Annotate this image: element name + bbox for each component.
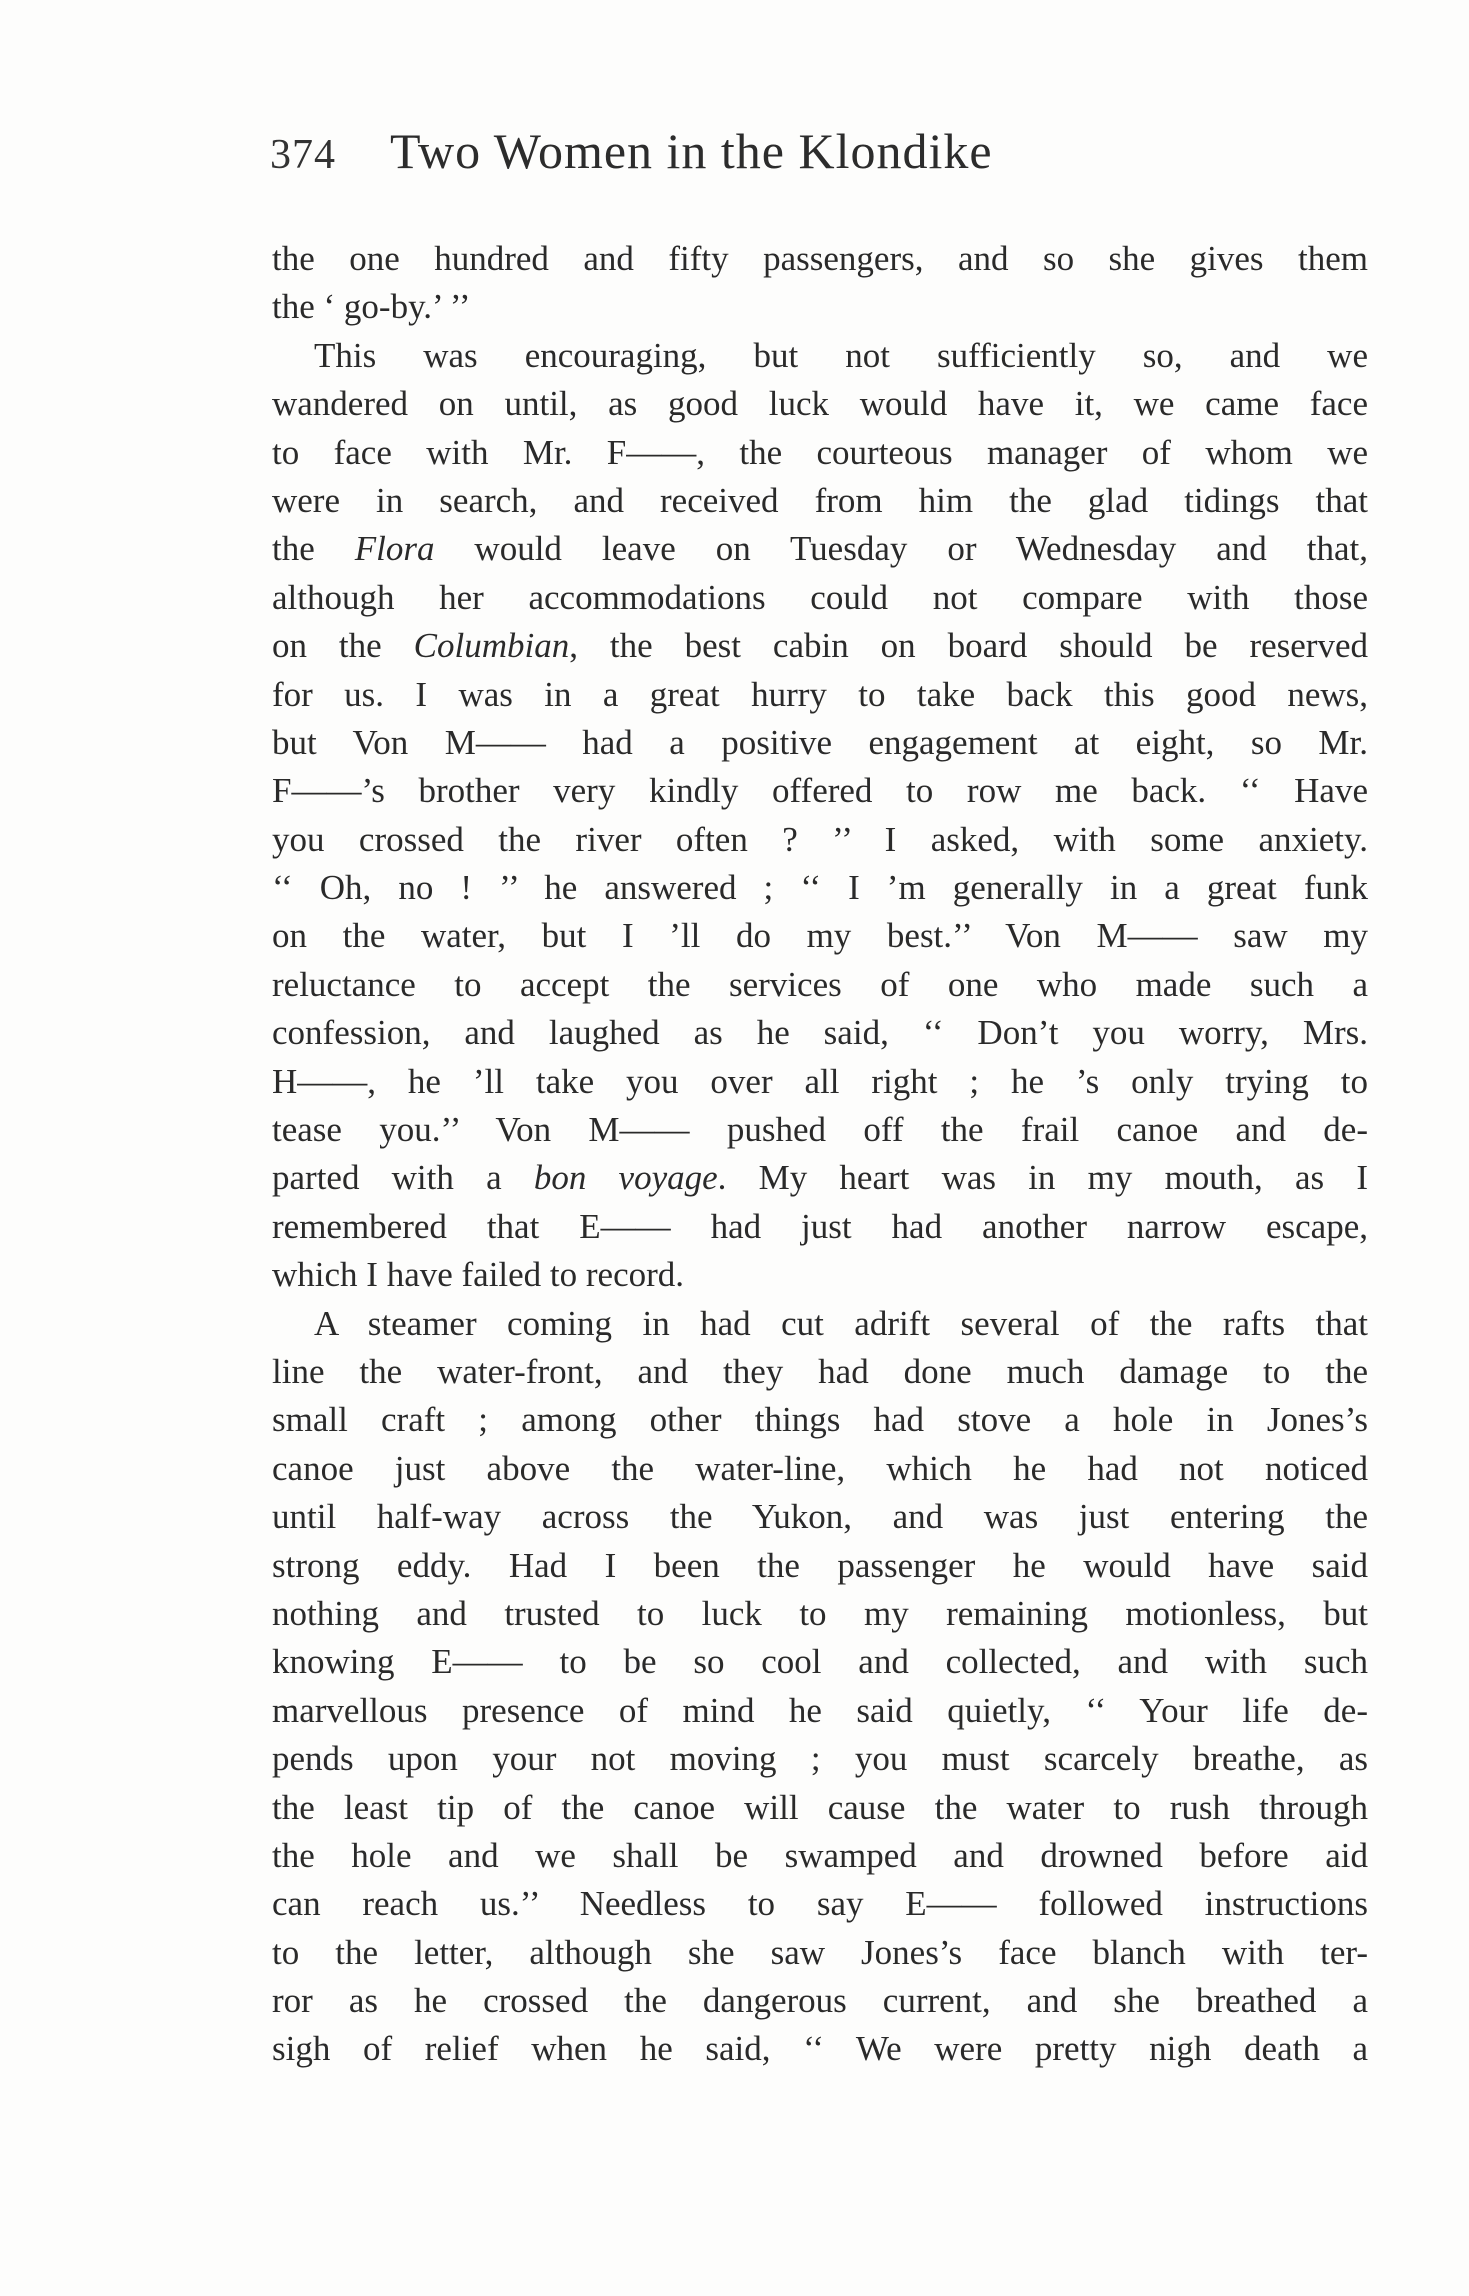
- text-line: line the water-front, and they had done much damage to the: [272, 1351, 1368, 1391]
- text-line: the ‘ go-by.’ ’’: [272, 287, 471, 327]
- running-head: [270, 122, 1270, 192]
- text-line: to the letter, although she saw Jones’s face blanch with ter-: [272, 1932, 1368, 1972]
- text-line: wandered on until, as good luck would have it, we came face: [272, 384, 1368, 424]
- text-line: until half-way across the Yukon, and was just entering the: [272, 1497, 1368, 1537]
- body-text: [272, 235, 1368, 2074]
- text-line: the one hundred and fifty passengers, and so she gives them: [272, 239, 1368, 278]
- italic-text: Columbian: [413, 626, 570, 666]
- text-line: ‘‘ Oh, no ! ’’ he answered ; ‘‘ I ’m generally in a great funk: [272, 868, 1368, 908]
- text-line: [272, 622, 1368, 670]
- text-line: ror as he crossed the dangerous current, and she breathed a: [272, 1981, 1368, 2021]
- text-line: This was encouraging, but not sufficiently so, and we: [314, 335, 1368, 375]
- text-line: were in search, and received from him the glad tidings that: [272, 480, 1368, 520]
- italic-text: bon voyage: [533, 1158, 718, 1198]
- text-line: sigh of relief when he said, ‘‘ We were pretty nigh death a: [272, 2029, 1368, 2069]
- text-line: the hole and we shall be swamped and drowned before aid: [272, 1835, 1368, 1875]
- text-line: tease you.’’ Von M—— pushed off the frail canoe and de-: [272, 1110, 1368, 1150]
- text-line: marvellous presence of mind he said quietly, ‘‘ Your life de-: [272, 1690, 1368, 1730]
- text-line: small craft ; among other things had stove a hole in Jones’s: [272, 1400, 1368, 1440]
- text-line: on the water, but I ’ll do my best.’’ Von M—— saw my: [272, 916, 1368, 956]
- text-line: confession, and laughed as he said, ‘‘ Don’t you worry, Mrs.: [272, 1013, 1368, 1053]
- text-line: F——’s brother very kindly offered to row me back. ‘‘ Have: [272, 771, 1368, 811]
- text-line: strong eddy. Had I been the passenger he would have said: [272, 1545, 1368, 1585]
- text-line: knowing E—— to be so cool and collected, and with such: [272, 1642, 1368, 1682]
- running-title: Two Women in the Klondike: [390, 123, 993, 179]
- text-line: [272, 525, 1368, 573]
- text-line: for us. I was in a great hurry to take back this good news,: [272, 674, 1368, 714]
- text-run: the: [272, 529, 355, 569]
- text-line: but Von M—— had a positive engagement at eight, so Mr.: [272, 722, 1368, 762]
- text-line: can reach us.’’ Needless to say E—— followed instructions: [272, 1884, 1368, 1924]
- text-run: parted with a: [272, 1158, 534, 1198]
- text-line: the least tip of the canoe will cause the water to rush through: [272, 1787, 1368, 1827]
- text-line: pends upon your not moving ; you must scarcely breathe, as: [272, 1739, 1368, 1779]
- text-line: to face with Mr. F——, the courteous manager of whom we: [272, 432, 1368, 472]
- text-run: . My heart was in my mouth, as I: [717, 1158, 1368, 1198]
- text-line: you crossed the river often ? ’’ I asked, with some anxiety.: [272, 819, 1368, 859]
- text-line: H——, he ’ll take you over all right ; he ’s only trying to: [272, 1061, 1368, 1101]
- italic-text: Flora: [354, 529, 435, 569]
- text-line: A steamer coming in had cut adrift several of the rafts that: [314, 1303, 1368, 1343]
- page-number: 374: [270, 132, 336, 178]
- text-run: , the best cabin on board should be reserved: [569, 626, 1368, 666]
- text-line: reluctance to accept the services of one who made such a: [272, 964, 1368, 1004]
- text-line: canoe just above the water-line, which he had not noticed: [272, 1448, 1368, 1488]
- text-line: remembered that E—— had just had another narrow escape,: [272, 1206, 1368, 1246]
- text-line: which I have failed to record.: [272, 1255, 685, 1295]
- text-line: although her accommodations could not compare with those: [272, 577, 1368, 617]
- text-run: would leave on Tuesday or Wednesday and that,: [434, 529, 1368, 569]
- text-line: nothing and trusted to luck to my remaining motionless, but: [272, 1593, 1368, 1633]
- text-run: on the: [272, 626, 414, 666]
- text-line: [272, 1154, 1368, 1202]
